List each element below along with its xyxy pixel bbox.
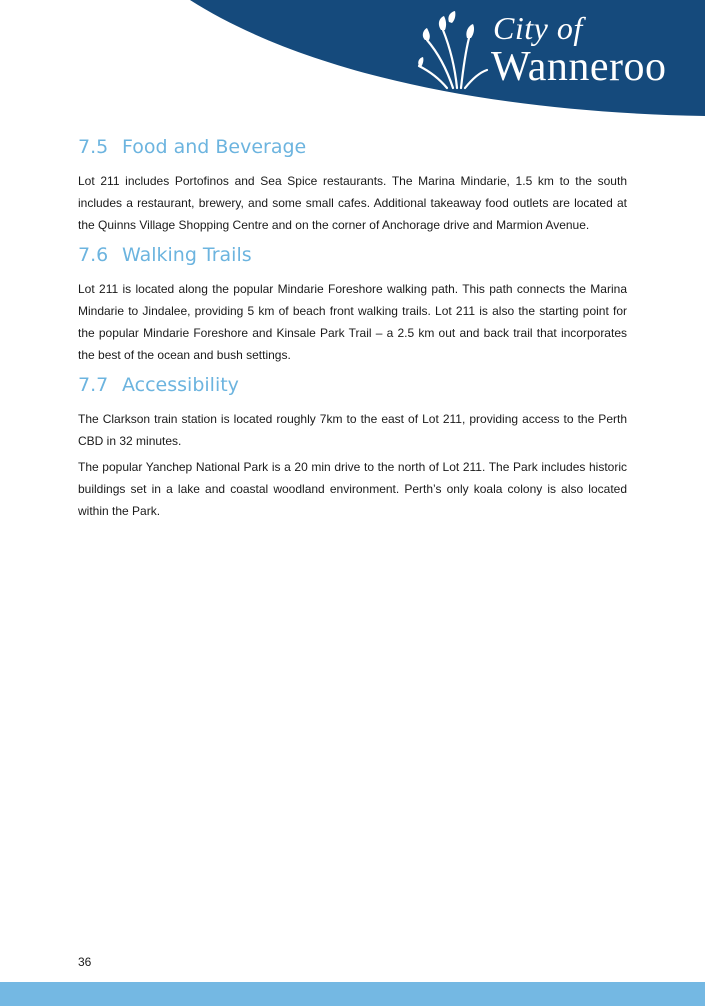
section-title: Walking Trails	[122, 244, 252, 266]
logo-text-city-of: City of	[493, 10, 583, 46]
section-heading-accessibility	[78, 371, 239, 399]
kangaroo-paw-flower-icon	[417, 10, 489, 90]
paragraph: The Clarkson train station is located roughly 7km to the east of Lot 211, providing access to the Perth CBD in 32 minutes.	[78, 412, 627, 448]
paragraph: Lot 211 is located along the popular Mindarie Foreshore walking path. This path connects the Marina Mindarie to Jindalee, providing 5 km of beach front walking trails. Lot 211 is also the starting point for the popular Mindarie Foreshore and Kinsale Park Trail – a 2.5 km out and back trail that incorporates the best of the ocean and bush settings.	[78, 282, 627, 362]
section-title: Accessibility	[122, 374, 239, 396]
city-of-wanneroo-logo	[417, 10, 687, 90]
logo-text-wanneroo: Wanneroo	[491, 44, 667, 90]
footer-bar	[0, 982, 705, 1006]
page-number: 36	[78, 955, 92, 969]
section-title: Food and Beverage	[122, 136, 307, 158]
paragraph: Lot 211 includes Portofinos and Sea Spice restaurants. The Marina Mindarie, 1.5 km to the south includes a restaurant, brewery, and some small cafes. Additional takeaway food outlets are located at the Quinns Village Shopping Centre and on the corner of Anchorage drive and Marmion Avenue.	[78, 174, 627, 232]
paragraph: The popular Yanchep National Park is a 20 min drive to the north of Lot 211. The Park includes historic buildings set in a lake and coastal woodland environment. Perth’s only koala colony is also located within the Park.	[78, 460, 627, 518]
section-number: 7.7	[78, 374, 109, 396]
section-number: 7.6	[78, 244, 109, 266]
section-heading-food-and-beverage	[78, 133, 306, 161]
section-heading-walking-trails	[78, 241, 252, 269]
section-number: 7.5	[78, 136, 109, 158]
